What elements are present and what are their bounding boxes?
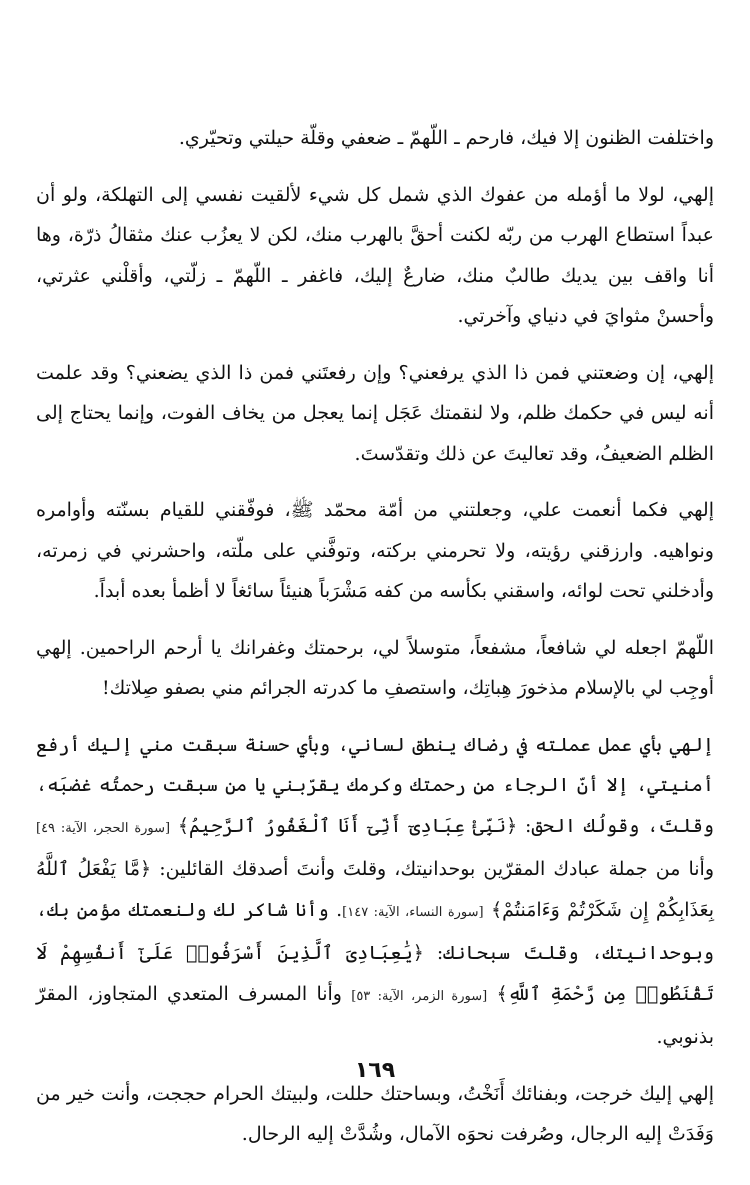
verse-reference-1: [سورة الحجر، الآية: ٤٩] [36, 820, 171, 836]
verse-reference-3: [سورة الزمر، الآية: ٥٣] [351, 988, 488, 1004]
paragraph-6-text-4: وأنا المسرف المتعدي المتجاوز، المقرّ بذنوبي. [36, 982, 714, 1048]
quran-verse-3: ﴿يَٰعِبَادِىَ ٱلَّذِينَ أَسْرَفُوا۟ عَلَىٰٓ أَنفُسِهِمْ لَا تَقْنَطُوا۟ مِن رَّحْمَةِ ٱللَّهِ﴾ [36, 942, 714, 1005]
paragraph-6-text-1: إلهي بأي عمل عملته في رضاك ينطق لساني، وبأي حسنة سبقت مني إليك أرفع أمنيتي، إلا أنّ الرجاء من رحمتك وكرمك يقرّبني يا من سبقت رحمتُه غضبَه، وقلتَ، وقولُك الحق: [36, 733, 714, 837]
quran-verse-2: ﴿مَّا يَفْعَلُ ٱللَّهُ بِعَذَابِكُمْ إِن شَكَرْتُمْ وَءَامَنتُمْ﴾ [36, 858, 714, 921]
paragraph-6-text-3: . وأنا شاكر لك ولنعمتك مؤمن بك، وبوحدانيتك، وقلتَ سبحانك: [36, 898, 714, 964]
paragraph-3: إلهي، إن وضعتني فمن ذا الذي يرفعني؟ وإن رفعتَني فمن ذا الذي يضعني؟ وقد علمت أنه ليس في حكمك ظلم، ولا لنقمتك عَجَل إنما يعجل من يخاف الفوت، وإنما يحتاج إلى الظلم الضعيفُ، وقد تعاليتَ عن ذلك وتقدّستَ. [36, 361, 714, 465]
paragraph-2: إلهي، لولا ما أؤمله من عفوك الذي شمل كل شيء لألقيت نفسي إلى التهلكة، ولو أن عبداً استطاع الهرب من ربّه لكنت أحقَّ بالهرب منك، لكن لا يعزُب عنك مثقالُ ذرّة، وها أنا واقف بين يديك طالبٌ منك، ضارعٌ إليك، فاغفر ـ اللّهمّ ـ زلّتي، وأقلْني عثرتي، وأحسنْ مثوايَ في دنياي وآخرتي. [36, 183, 714, 327]
paragraph-5: اللّهمّ اجعله لي شافعاً، مشفعاً، متوسلاً لي، برحمتك وغفرانك يا أرحم الراحمين. إلهي أوجِب لي بالإسلام مذخورَ هِباتِك، واستصفِ ما كدرته الجرائم مني بصفو صِلاتك! [36, 636, 714, 699]
quran-verse-1: ﴿نَبِّئْ عِبَادِىٓ أَنِّىٓ أَنَا ٱلْغَفُورُ ٱلرَّحِيمُ﴾ [177, 814, 518, 837]
paragraph-6-text-2: وأنا من جملة عبادك المقرّين بوحدانيتك، وقلتَ وأنتَ أصدقك القائلين: [151, 858, 715, 880]
paragraph-4: إلهي فكما أنعمت علي، وجعلتني من أمّة محمّد ﷺ، فوفّقني للقيام بسنّته وأوامره ونواهيه. وارزقني رؤيته، ولا تحرمني بركته، وتوفَّني على ملّته، واحشرني في زمرته، وأدخلني تحت لوائه، واسقني بكأسه من كفه مَشْرَباً هنيئاً سائغاً لا أظمأ بعده أبداً. [36, 499, 714, 602]
paragraph-6 [36, 725, 714, 1058]
paragraph-7: إلهي إليك خرجت، وبفنائك أَنَخْتُ، وبساحتك حللت، ولبيتك الحرام حججت، وأنت خير من وَفَدَتْ إليه الرجال، وصُرفت نحوَه الآمال، وشُدَّتْ إليه الرحال. [36, 1082, 714, 1145]
verse-reference-2: [سورة النساء، الآية: ١٤٧] [342, 904, 484, 920]
page-number: ١٦٩ [354, 1058, 396, 1083]
paragraph-1: واختلفت الظنون إلا فيك، فارحم ـ اللّهمّ ـ ضعفي وقلّة حيلتي وتحيّري. [178, 127, 714, 149]
